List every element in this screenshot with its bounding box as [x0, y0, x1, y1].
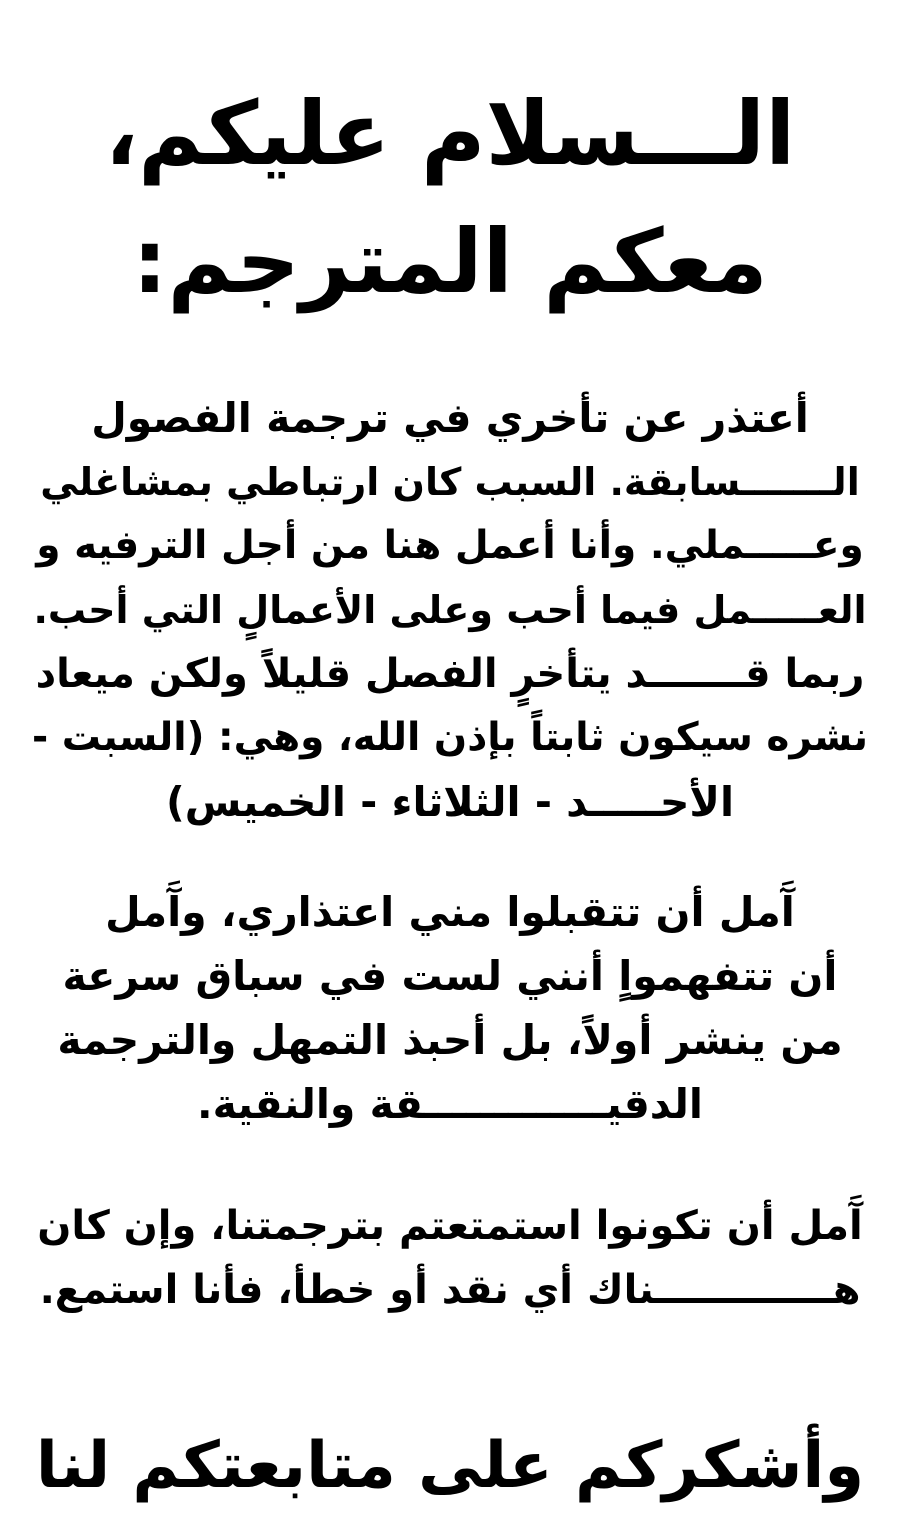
- paragraph-line: آَمل أن تكونوا استمتعتم بترجمتنا، وإن كان: [37, 1203, 863, 1249]
- title-line: معكم المترجم:: [132, 210, 768, 313]
- greeting-title: [60, 70, 840, 326]
- hope-paragraph: [30, 880, 870, 1136]
- paragraph-line: الأحـــــد - الثلاثاء - الخميس): [166, 778, 734, 826]
- paragraph-line: الدقيـــــــــــــقة والنقية.: [197, 1080, 703, 1128]
- paragraph-line: أعتذر عن تأخري في ترجمة الفصول: [91, 394, 809, 442]
- paragraph-line: ربما قـــــــد يتأخرٍ الفصل قليلاً ولكن ميعاد: [35, 651, 865, 697]
- paragraph-line: الـــــــسابقة. السبب كان ارتباطي بمشاغلي: [40, 460, 860, 504]
- feedback-paragraph: [30, 1194, 870, 1322]
- paragraph-line: العـــــمل فيما أحب وعلى الأعمالٍ التي أحب.: [33, 588, 867, 632]
- paragraph-line: نشره سيكون ثابتاً بإذن الله، وهي: (السبت -: [31, 715, 869, 760]
- paragraph-line: أن تتفهمواٍ أنني لست في سباق سرعة: [62, 952, 838, 1000]
- paragraph-line: هـــــــــــــناك أي نقد أو خطأ، فأنا استمع.: [39, 1267, 861, 1313]
- paragraph-line: آَمل أن تتقبلوا مني اعتذاري، وآَمل: [105, 888, 795, 936]
- title-line: الـــسلام عليكم،: [104, 82, 796, 185]
- closing-thanks: وأشكركم على متابعتكم لنا: [35, 1429, 865, 1503]
- paragraph-line: من ينشر أولاً، بل أحبذ التمهل والترجمة: [57, 1016, 843, 1064]
- apology-paragraph: [30, 386, 870, 834]
- paragraph-line: وعـــــملي. وأنا أعمل هنا من أجل الترفيه و: [36, 523, 864, 568]
